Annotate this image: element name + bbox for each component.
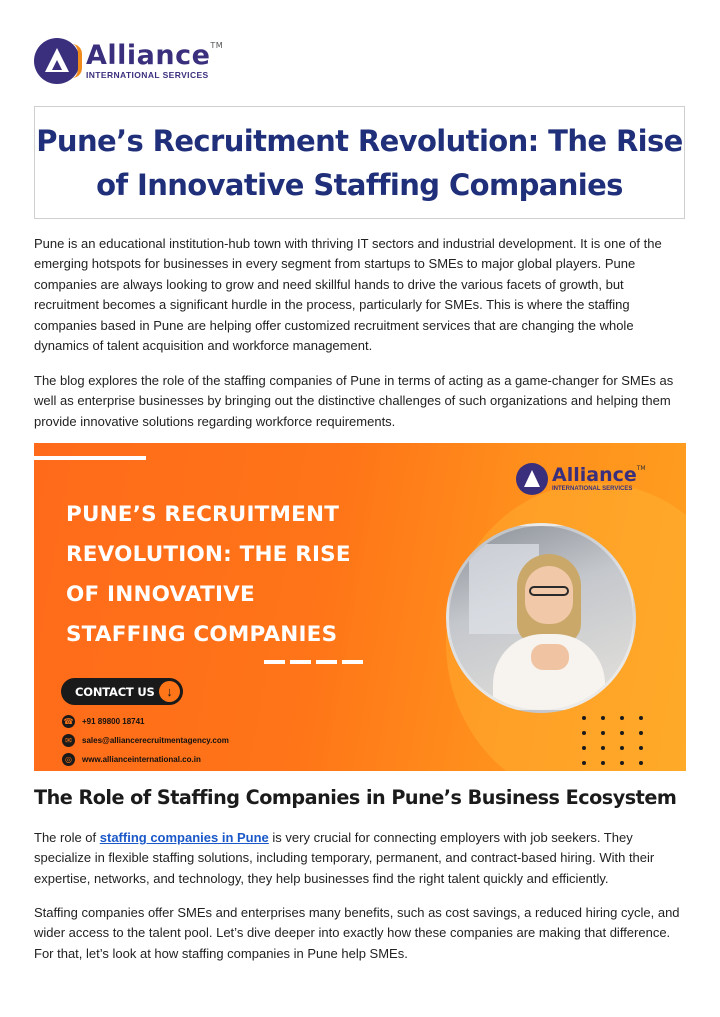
phone-icon: ☎ bbox=[63, 717, 74, 726]
dot-grid-decoration bbox=[582, 716, 644, 765]
logo-subtitle: INTERNATIONAL SERVICES bbox=[86, 70, 209, 81]
banner-headline-line: STAFFING COMPANIES bbox=[66, 622, 338, 647]
banner-alliance-logo-icon bbox=[516, 463, 548, 495]
phone-text: +91 89800 18741 bbox=[82, 717, 145, 726]
title-box bbox=[34, 106, 685, 219]
role-text-after: is very crucial for connecting employers with job seekers. They specialize in flexible staffing solutions, including temporary, permanent, and contract-based hiring. With their expertise, networks, and technology, they help businesses find the right talent quickly and efficiently. bbox=[34, 830, 655, 886]
banner-headline-line: PUNE’S RECRUITMENT bbox=[66, 502, 340, 527]
intro-paragraph: Pune is an educational institution-hub town with thriving IT sectors and industrial development. It is one of the emerging hotspots for businesses in every segment from startups to SMEs to major global players. Pune companies are always looking to grow and need skillful hands to drive the various facets of growth, but recruitment becomes a significant hurdle in the process, particularly for SMEs. This is where the staffing companies based in Pune are helping offer customized recruitment services that are changing the whole dynamics of talent acquisition and workforce management. bbox=[34, 236, 662, 354]
logo-trademark: TM bbox=[210, 41, 224, 51]
alliance-logo-icon bbox=[34, 38, 80, 84]
arrow-down-icon: ↓ bbox=[159, 681, 180, 702]
logo-name: Alliance bbox=[86, 40, 211, 72]
website-text: www.allianceinternational.co.in bbox=[82, 755, 201, 764]
staffing-companies-link[interactable]: staffing companies in Pune bbox=[99, 830, 269, 845]
contact-phone bbox=[62, 713, 229, 730]
contact-us-label: CONTACT US bbox=[75, 684, 155, 699]
banner-logo-trademark: TM bbox=[636, 465, 646, 472]
hero-banner bbox=[34, 443, 686, 771]
banner-headline-line: OF INNOVATIVE bbox=[66, 582, 255, 607]
role-text-before: The role of bbox=[34, 830, 100, 845]
banner-dash-divider bbox=[264, 660, 363, 664]
contact-us-button[interactable] bbox=[61, 678, 183, 705]
role-paragraph bbox=[34, 828, 686, 889]
contact-list bbox=[62, 713, 229, 770]
banner-logo-subtitle: INTERNATIONAL SERVICES bbox=[552, 486, 633, 492]
mail-icon: ✉ bbox=[62, 734, 75, 747]
globe-icon: ◎ bbox=[62, 753, 75, 766]
blog-summary-paragraph: The blog explores the role of the staffing companies of Pune in terms of acting as a game-changer for SMEs as well as enterprise businesses by bringing out the distinctive challenges of such organizations and helping them provide innovative solutions regarding workforce requirements. bbox=[34, 373, 674, 429]
professional-woman-photo bbox=[446, 523, 636, 713]
banner-top-line bbox=[34, 456, 146, 460]
contact-website bbox=[62, 751, 229, 768]
banner-logo bbox=[516, 463, 646, 495]
company-logo bbox=[34, 38, 223, 84]
banner-headline bbox=[66, 495, 396, 655]
page-title: Pune’s Recruitment Revolution: The Rise of Innovative Staffing Companies bbox=[36, 123, 683, 202]
section-heading: The Role of Staffing Companies in Pune’s Business Ecosystem bbox=[34, 786, 677, 809]
contact-email bbox=[62, 732, 229, 749]
benefits-paragraph: Staffing companies offer SMEs and enterprises many benefits, such as cost savings, a reduced hiring cycle, and wider access to the talent pool. Let’s dive deeper into exactly how these companies are making that difference. For that, let’s look at how staffing companies in Pune help SMEs. bbox=[34, 905, 680, 961]
banner-logo-name: Alliance bbox=[552, 464, 637, 486]
banner-headline-line: REVOLUTION: THE RISE bbox=[66, 542, 351, 567]
email-text: sales@alliancerecruitmentagency.com bbox=[82, 736, 229, 745]
